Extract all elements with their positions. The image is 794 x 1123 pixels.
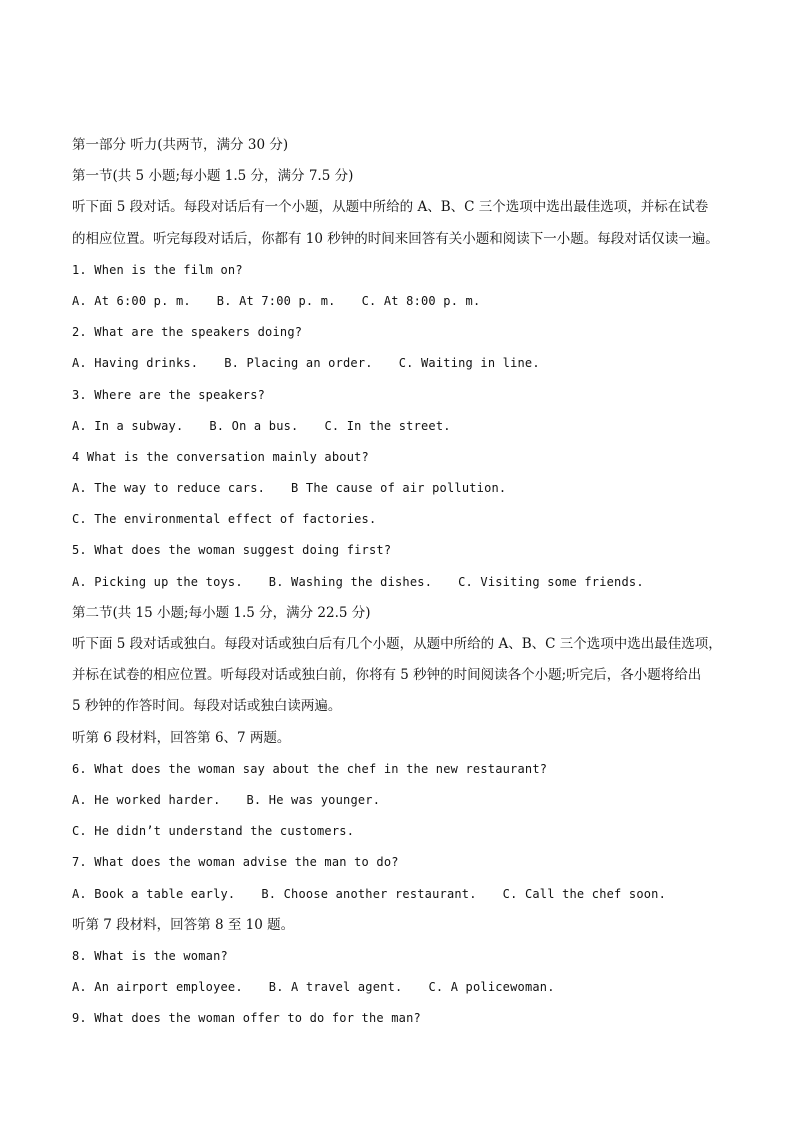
option-b: B The cause of air pollution. — [291, 481, 507, 496]
option-a: A. Book a table early. — [72, 886, 236, 901]
option-a: A. An airport employee. — [72, 980, 243, 995]
option-a: A. At 6:00 p. m. — [72, 293, 191, 308]
section1-instruction-1: 听下面 5 段对话。每段对话后有一个小题，从题中所给的 A、B、C 三个选项中选出最佳选项，并标在试卷 — [72, 199, 709, 216]
section2-title: 第二节(共 15 小题;每小题 1.5 分，满分 22.5 分) — [72, 604, 371, 621]
part1-title: 第一部分 听力(共两节，满分 30 分) — [72, 137, 289, 153]
option-b: B. Choose another restaurant. — [261, 886, 477, 901]
option-b: B. A travel agent. — [268, 980, 403, 995]
option-b: B. On a bus. — [209, 418, 299, 433]
question-4-option-c: C. The environmental effect of factories. — [72, 512, 377, 527]
section1-instruction-2: 的相应位置。听完每段对话后，你都有 10 秒钟的时间来回答有关小题和阅读下一小题。每段对话仅读一遍。 — [72, 230, 719, 247]
question-6: 6. What does the woman say about the chef in the new restaurant? — [72, 761, 548, 776]
option-b: B. Placing an order. — [224, 356, 373, 371]
section1-title: 第一节(共 5 小题;每小题 1.5 分，满分 7.5 分) — [72, 168, 354, 185]
option-a: A. Picking up the toys. — [72, 574, 243, 589]
option-c: C. A policewoman. — [428, 980, 555, 995]
exam-page — [72, 130, 724, 1034]
question-6-option-c: C. He didn’t understand the customers. — [72, 824, 355, 839]
question-3-options — [72, 411, 724, 442]
section2-instruction-1: 听下面 5 段对话或独白。每段对话或独白后有几个小题，从题中所给的 A、B、C 三个选项中选出最佳选项， — [72, 636, 722, 652]
option-c: C. Visiting some friends. — [458, 574, 644, 589]
material-7-title: 听第 7 段材料，回答第 8 至 10 题。 — [72, 916, 295, 933]
question-8: 8. What is the woman? — [72, 948, 228, 963]
question-5-options — [72, 567, 724, 598]
question-1-options — [72, 286, 724, 317]
section2-instruction-3: 5 秒钟的作答时间。每段对话或独白读两遍。 — [72, 698, 342, 715]
option-c: C. In the street. — [324, 418, 451, 433]
option-c: C. At 8:00 p. m. — [361, 293, 481, 308]
question-5: 5. What does the woman suggest doing first? — [72, 543, 392, 558]
question-2-options — [72, 348, 724, 379]
option-a: A. Having drinks. — [72, 356, 199, 371]
question-6-options — [72, 785, 724, 816]
question-4: 4 What is the conversation mainly about? — [72, 449, 369, 464]
question-9: 9. What does the woman offer to do for the man? — [72, 1011, 421, 1026]
material-6-title: 听第 6 段材料，回答第 6、7 两题。 — [72, 729, 291, 746]
question-7: 7. What does the woman advise the man to do? — [72, 855, 399, 870]
option-b: B. At 7:00 p. m. — [216, 293, 336, 308]
option-a: A. He worked harder. — [72, 792, 221, 807]
option-b: B. Washing the dishes. — [268, 574, 433, 589]
option-c: C. Call the chef soon. — [502, 886, 667, 901]
question-3: 3. Where are the speakers? — [72, 387, 266, 402]
option-a: A. In a subway. — [72, 418, 184, 433]
option-a: A. The way to reduce cars. — [72, 481, 266, 496]
question-2: 2. What are the speakers doing? — [72, 325, 303, 340]
option-b: B. He was younger. — [246, 792, 381, 807]
question-7-options — [72, 879, 724, 910]
section2-instruction-2: 并标在试卷的相应位置。听每段对话或独白前，你将有 5 秒钟的时间阅读各个小题;听完后，各小题将给出 — [72, 667, 702, 684]
question-4-options — [72, 473, 724, 504]
option-c: C. Waiting in line. — [398, 356, 540, 371]
question-1: 1. When is the film on? — [72, 262, 243, 277]
question-8-options — [72, 972, 724, 1003]
